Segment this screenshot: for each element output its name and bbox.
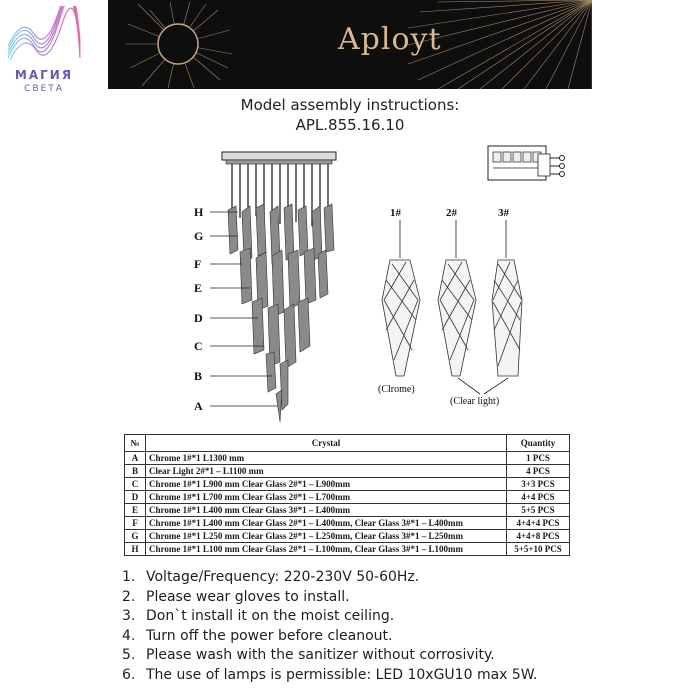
header-quantity: Quantity bbox=[507, 435, 570, 452]
row-crystal: Chrome 1#*1 L1300 mm bbox=[146, 452, 507, 465]
level-label-d: D bbox=[194, 311, 203, 325]
row-quantity: 5+5+10 PCS bbox=[507, 543, 570, 556]
pendant-1-icon bbox=[382, 260, 420, 376]
row-quantity: 3+3 PCS bbox=[507, 478, 570, 491]
list-item-number: 4. bbox=[122, 627, 136, 644]
table-row bbox=[125, 478, 570, 491]
level-label-g: G bbox=[194, 229, 204, 243]
logo-line2: СВЕТА bbox=[24, 84, 64, 94]
list-item-text: Voltage/Frequency: 220-230V 50-60Hz. bbox=[146, 569, 420, 585]
level-label-f: F bbox=[194, 257, 202, 271]
row-crystal: Chrome 1#*1 L700 mm Clear Glass 2#*1 – L700mm bbox=[146, 491, 507, 504]
list-item-text: Don`t install it on the moist ceiling. bbox=[146, 608, 395, 624]
list-item-number: 5. bbox=[122, 647, 136, 663]
list-item-text: Turn off the power before cleanout. bbox=[146, 627, 393, 644]
label-clear-light: (Clear light) bbox=[450, 396, 500, 407]
row-crystal: Chrome 1#*1 L400 mm Clear Glass 2#*1 – L400mm, Clear Glass 3#*1 – L400mm bbox=[146, 517, 507, 530]
list-item bbox=[122, 666, 538, 686]
row-quantity: 5+5 PCS bbox=[507, 504, 570, 517]
row-code: B bbox=[125, 465, 146, 478]
table-row bbox=[125, 530, 570, 543]
pendant-number-3: 3# bbox=[498, 207, 509, 219]
level-label-b: B bbox=[194, 369, 203, 383]
row-quantity: 4+4+4 PCS bbox=[507, 517, 570, 530]
instructions-list bbox=[122, 568, 538, 685]
list-item-number: 1. bbox=[122, 569, 136, 585]
page-title: Model assembly instructions: bbox=[240, 96, 460, 114]
list-item-number: 3. bbox=[122, 608, 136, 624]
model-number: APL.855.16.10 bbox=[295, 116, 405, 134]
table-row bbox=[125, 491, 570, 504]
table-row bbox=[125, 452, 570, 465]
list-item-number: 2. bbox=[122, 588, 136, 605]
label-chrome: (Clrome) bbox=[378, 384, 415, 395]
assembly-diagram bbox=[180, 140, 580, 430]
brand-name: Aployt bbox=[338, 22, 442, 57]
row-quantity: 4+4 PCS bbox=[507, 491, 570, 504]
pendant-3-icon bbox=[492, 260, 522, 376]
table-row bbox=[125, 504, 570, 517]
parts-table bbox=[124, 434, 570, 556]
wiring-block-icon bbox=[488, 146, 565, 180]
level-label-h: H bbox=[194, 205, 204, 219]
row-code: G bbox=[125, 530, 146, 543]
row-quantity: 4 PCS bbox=[507, 465, 570, 478]
table-row bbox=[125, 543, 570, 556]
level-label-e: E bbox=[194, 281, 203, 295]
brand-logo bbox=[4, 6, 84, 96]
chandelier-diagram-icon bbox=[180, 140, 580, 430]
row-code: E bbox=[125, 504, 146, 517]
wave-logo-icon bbox=[4, 6, 84, 66]
pendant-number-1: 1# bbox=[390, 207, 401, 219]
level-label-c: C bbox=[194, 339, 203, 353]
list-item bbox=[122, 627, 538, 647]
row-code: A bbox=[125, 452, 146, 465]
table-row bbox=[125, 517, 570, 530]
list-item-text: Please wear gloves to install. bbox=[146, 588, 350, 605]
table-row bbox=[125, 465, 570, 478]
row-code: D bbox=[125, 491, 146, 504]
logo-line1: МАГИЯ bbox=[14, 68, 74, 82]
row-crystal: Clear Light 2#*1 – L1100 mm bbox=[146, 465, 507, 478]
row-code: C bbox=[125, 478, 146, 491]
header-code: № bbox=[125, 435, 146, 452]
list-item bbox=[122, 607, 538, 627]
pendant-number-2: 2# bbox=[446, 207, 457, 219]
row-crystal: Chrome 1#*1 L400 mm Clear Glass 3#*1 – L400mm bbox=[146, 504, 507, 517]
header-crystal: Crystal bbox=[146, 435, 507, 452]
brand-banner bbox=[108, 0, 592, 89]
list-item bbox=[122, 588, 538, 608]
row-code: H bbox=[125, 543, 146, 556]
list-item-text: The use of lamps is permissible: LED 10xGU10 max 5W. bbox=[146, 666, 538, 683]
row-crystal: Chrome 1#*1 L100 mm Clear Glass 2#*1 – L100mm, Clear Glass 3#*1 – L100mm bbox=[146, 543, 507, 556]
table-header-row bbox=[125, 435, 570, 452]
row-quantity: 1 PCS bbox=[507, 452, 570, 465]
row-quantity: 4+4+8 PCS bbox=[507, 530, 570, 543]
pendant-2-icon bbox=[438, 260, 476, 376]
list-item-number: 6. bbox=[122, 666, 136, 683]
list-item-text: Please wash with the sanitizer without corrosivity. bbox=[146, 647, 495, 663]
list-item bbox=[122, 646, 538, 666]
level-label-a: A bbox=[194, 399, 203, 413]
list-item bbox=[122, 568, 538, 588]
row-crystal: Chrome 1#*1 L900 mm Clear Glass 2#*1 – L900mm bbox=[146, 478, 507, 491]
row-code: F bbox=[125, 517, 146, 530]
row-crystal: Chrome 1#*1 L250 mm Clear Glass 2#*1 – L250mm, Clear Glass 3#*1 – L250mm bbox=[146, 530, 507, 543]
